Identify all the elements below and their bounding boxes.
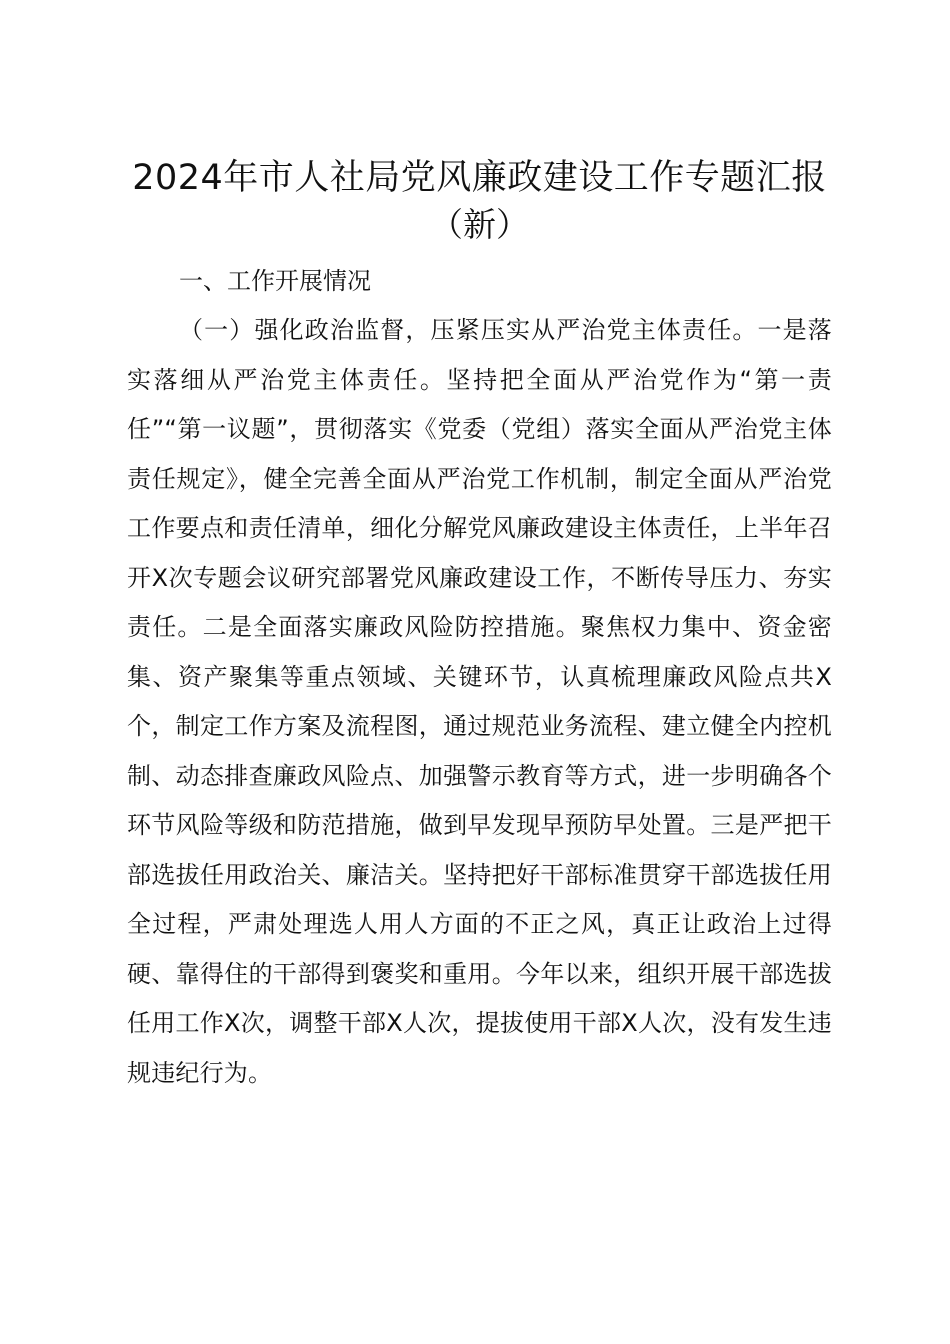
document-title: 2024年市人社局党风廉政建设工作专题汇报	[132, 158, 827, 198]
section-heading: 一、工作开展情况	[179, 267, 371, 295]
document-subtitle: （新）	[430, 205, 529, 244]
body-paragraph: （一）强化政治监督，压紧压实从严治党主体责任。一是落实落细从严治党主体责任。坚持把全面从严治党作为“第一责任”“第一议题”，贯彻落实《党委（党组）落实全面从严治党主体责任规定》，健全完善全面从严治党工作机制，制定全面从严治党工作要点和责任清单，细化分解党风廉政建设主体责任，上半年召开X次专题会议研究部署党风廉政建设工作，不断传导压力、夯实责任。二是全面落实廉政风险防控措施。聚焦权力集中、资金密集、资产聚集等重点领域、关键环节，认真梳理廉政风险点共X个，制定工作方案及流程图，通过规范业务流程、建立健全内控机制、动态排查廉政风险点、加强警示教育等方式，进一步明确各个环节风险等级和防范措施，做到早发现早预防早处置。三是严把干部选拔任用政治关、廉洁关。坚持把好干部标准贯穿干部选拔任用全过程，严肃处理选人用人方面的不正之风，真正让政治上过得硬、靠得住的干部得到褒奖和重用。今年以来，组织开展干部选拔任用工作X次，调整干部X人次，提拔使用干部X人次，没有发生违规违纪行为。	[127, 316, 832, 1087]
